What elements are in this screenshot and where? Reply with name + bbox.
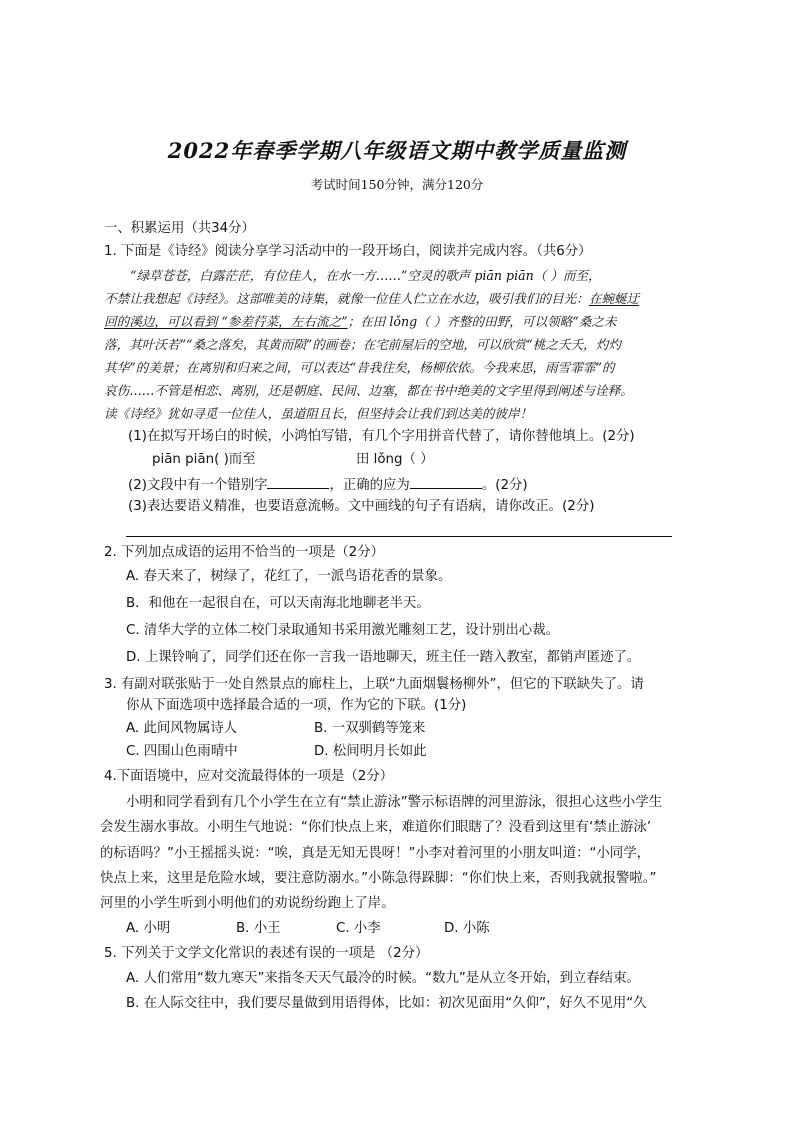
q2-option-a[interactable]: A. 春天来了，树绿了，花红了，一派鸟语花香的景象。: [126, 569, 452, 584]
q1-passage-line: 落，其叶沃若”“桑之落矣，其黄而陨”的画卷；在宅前屋后的空地，可以欣赏“桃之夭夭，灼灼: [104, 337, 621, 352]
q1-passage-line: [104, 312, 617, 332]
q3-option-c[interactable]: C. 四围山色雨晴中: [126, 744, 238, 759]
q3-stem: 你从下面选项中选择最合适的一项，作为它的下联。(1分): [126, 698, 467, 713]
q1-passage-text: ；在田 lǒng（ ）齐整的田野，可以领略“桑之未: [347, 314, 617, 329]
q1-sub2-text: 。(2分): [481, 478, 528, 493]
q1-sub1: (1)在拟写开场白的时候，小鸿怕写错，有几个字用拼音代替了，请你替他填上。(2分): [128, 429, 635, 444]
q4-passage-line: 小明和同学看到有几个小学生在立有“禁止游泳”警示标语牌的河里游泳，很担心这些小学生: [126, 795, 663, 810]
q3-option-a[interactable]: A. 此间风物属诗人: [126, 721, 238, 736]
section-heading: 一、积累运用（共34分）: [104, 221, 255, 236]
q4-option-d[interactable]: D. 小陈: [444, 921, 490, 936]
q4-passage-line: 河里的小学生听到小明他们的劝说纷纷跑上了岸。: [100, 896, 395, 911]
q2-option-b[interactable]: B．和他在一起很自在，可以天南海北地聊老半天。: [126, 596, 430, 611]
exam-subtitle: 考试时间150分钟，满分120分: [310, 177, 484, 192]
q3-option-b[interactable]: B. 一双驯鹤等笼来: [314, 721, 426, 736]
q4-passage-line: 的标语吗？”小王摇摇头说：“唉，真是无知无畏呀！”小李对着河里的小朋友叫道：“小同学，: [100, 846, 650, 861]
q2-stem: 2. 下列加点成语的运用不恰当的一项是（2分）: [104, 545, 384, 560]
q4-option-a[interactable]: A. 小明: [126, 921, 171, 936]
q1-passage-line: 其华”的美景；在离别和归来之间，可以表达“昔我往矣，杨柳依依。今我来思，雨雪霏霏”的: [104, 360, 615, 375]
q3-stem: 3. 有副对联张贴于一处自然景点的廊柱上，上联“九面烟鬟杨柳外”，但它的下联缺失了。请: [104, 677, 644, 692]
q1-underlined-sentence: 在蜿蜒迂: [588, 291, 640, 306]
q1-passage-line: 读《诗经》犹如寻觅一位佳人，虽道阻且长，但坚持会让我们到达美的彼岸！: [104, 406, 533, 421]
q4-option-b[interactable]: B. 小王: [236, 921, 281, 936]
q5-option-a[interactable]: A. 人们常用“数九寒天”来指冬天天气最冷的时候。“数九”是从立冬开始，到立春结束。: [126, 971, 640, 986]
q4-passage-line: 快点上来，这里是危险水域，要注意防溺水。”小陈急得跺脚：“你们快上来，否则我就报警啦。”: [100, 871, 657, 886]
q1-passage-line: 哀伤……不管是相恋、离别，还是朝庭、民间、边塞，都在书中绝美的文字里得到阐述与诠释。: [104, 383, 633, 398]
q1-stem: 1. 下面是《诗经》阅读分享学习活动中的一段开场白，阅读并完成内容。（共6分）: [104, 244, 592, 259]
q1-sub3-answer-line[interactable]: [126, 536, 672, 537]
q1-passage-line: [104, 289, 639, 309]
q1-passage-line: “绿草苍苍，白露茫茫，有位佳人，在水一方……”空灵的歌声 piān piān（ ）而至，: [130, 268, 601, 283]
q1-passage-text: 不禁让我想起《诗经》。这部唯美的诗集，就像一位佳人伫立在水边，吸引我们的目光：: [104, 291, 589, 306]
q4-passage-line: 会发生溺水事故。小明生气地说：“你们快点上来，难道你们眼瞎了？没看到这里有‘禁止游泳’: [100, 820, 652, 835]
q4-option-c[interactable]: C. 小李: [336, 921, 381, 936]
q1-sub2-text: ，正确的应为: [329, 478, 410, 493]
q4-stem: 4.下面语境中，应对交流最得体的一项是（2分）: [104, 769, 394, 784]
q5-option-b[interactable]: B. 在人际交往中，我们要尽量做到用语得体，比如：初次见面用“久仰”，好久不见用“久: [126, 996, 647, 1011]
q2-option-d[interactable]: D. 上课铃响了，同学们还在你一言我一语地聊天，班主任一踏入教室，都销声匿迹了。: [126, 650, 641, 665]
q1-sub1-blank-b[interactable]: 田 lǒng（ ）: [356, 452, 434, 467]
exam-title: 2022年春季学期八年级语文期中教学质量监测: [167, 138, 627, 163]
q1-sub1-blank-a[interactable]: piān piān( )而至: [152, 452, 256, 467]
q5-stem: 5. 下列关于文学文化常识的表述有误的一项是 （2分）: [104, 946, 429, 961]
q1-sub3: (3)表达要语义精准，也要语意流畅。文中画线的句子有语病，请你改正。(2分): [128, 499, 595, 514]
q3-option-d[interactable]: D. 松间明月长如此: [314, 744, 427, 759]
q1-underlined-sentence: 回的溪边，可以看到 “参差荇菜，左右流之”: [104, 314, 348, 329]
q2-option-c[interactable]: C. 清华大学的立体二校门录取通知书采用激光雕刻工艺，设计别出心裁。: [126, 623, 559, 638]
q1-sub2-answer-blank[interactable]: [267, 474, 329, 489]
q1-sub2-text: (2)文段中有一个错别字: [128, 478, 268, 493]
q1-sub2: [128, 474, 528, 496]
q1-sub2-answer-blank[interactable]: [410, 474, 482, 489]
